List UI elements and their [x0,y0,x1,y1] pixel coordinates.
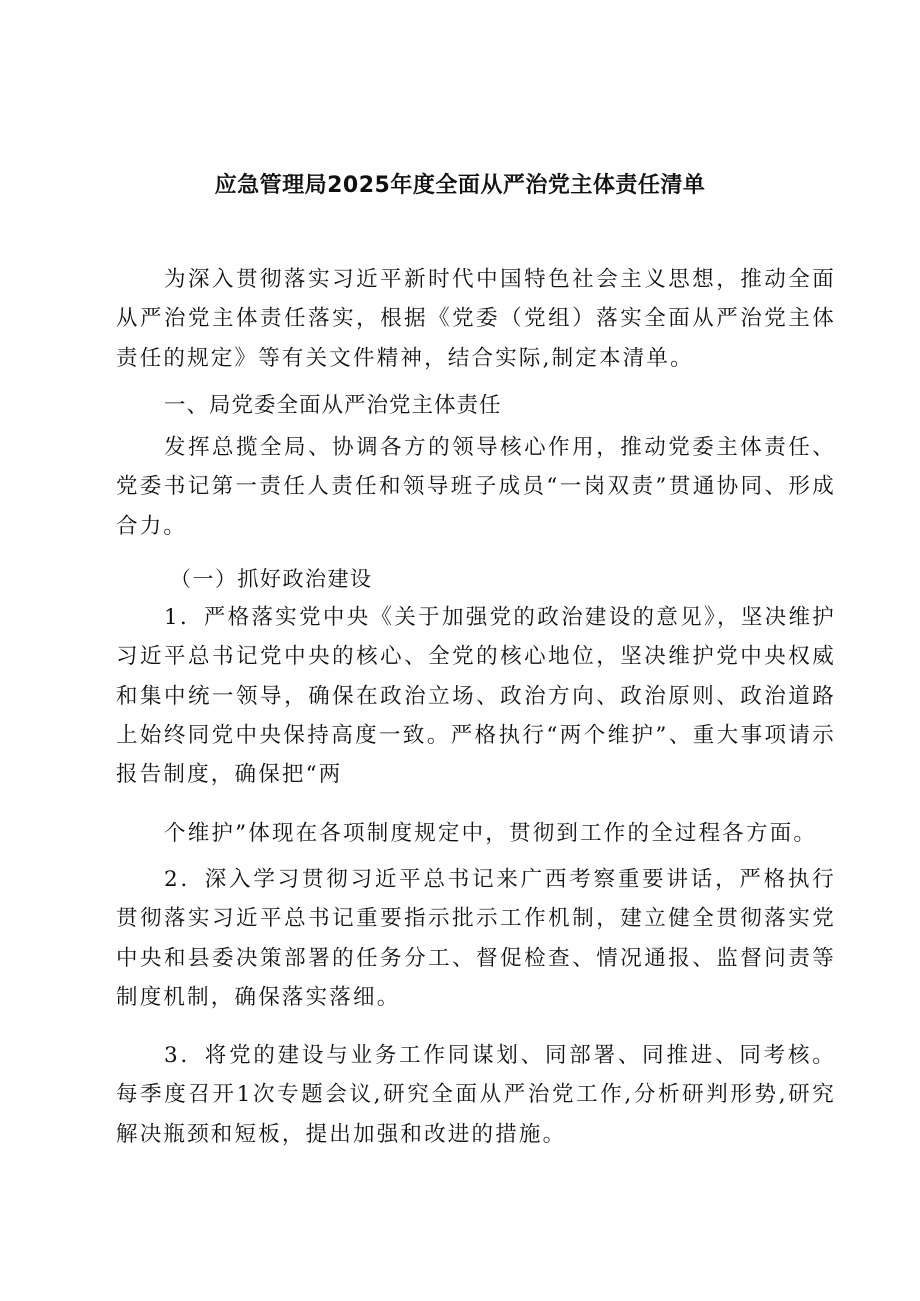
document-title: 应急管理局2025年度全面从严治党主体责任清单 [214,173,706,198]
section-heading: 一、局党委全面从严治党主体责任 [164,393,502,418]
item-1-continuation-paragraph: 个维护”体现在各项制度规定中，贯彻到工作的全过程各方面。 [164,821,818,846]
item-3-paragraph: 3．将党的建设与业务工作同谋划、同部署、同推进、同考核。每季度召开1次专题会议,研究全面从严治党工作,分析研判形势,研究解决瓶颈和短板，提出加强和改进的措施。 [116,1043,836,1147]
section-summary-paragraph: 发挥总揽全局、协调各方的领导核心作用，推动党委主体责任、党委书记第一责任人责任和领导班子成员“一岗双责”贯通协同、形成合力。 [116,435,836,539]
item-1-paragraph: 1．严格落实党中央《关于加强党的政治建设的意见》，坚决维护习近平总书记党中央的核心、全党的核心地位，坚决维护党中央权威和集中统一领导，确保在政治立场、政治方向、政治原则、政治道路上始终同党中央保持高度一致。严格执行“两个维护”、重大事项请示报告制度，确保把“两 [116,605,836,788]
intro-paragraph: 为深入贯彻落实习近平新时代中国特色社会主义思想，推动全面从严治党主体责任落实，根据《党委（党组）落实全面从严治党主体责任的规定》等有关文件精神，结合实际,制定本清单。 [116,267,836,371]
item-2-paragraph: 2．深入学习贯彻习近平总书记来广西考察重要讲话，严格执行贯彻落实习近平总书记重要指示批示工作机制，建立健全贯彻落实党中央和县委决策部署的任务分工、督促检查、情况通报、监督问责等制度机制，确保落实落细。 [116,867,836,1010]
subsection-heading: （一）抓好政治建设 [170,567,373,591]
